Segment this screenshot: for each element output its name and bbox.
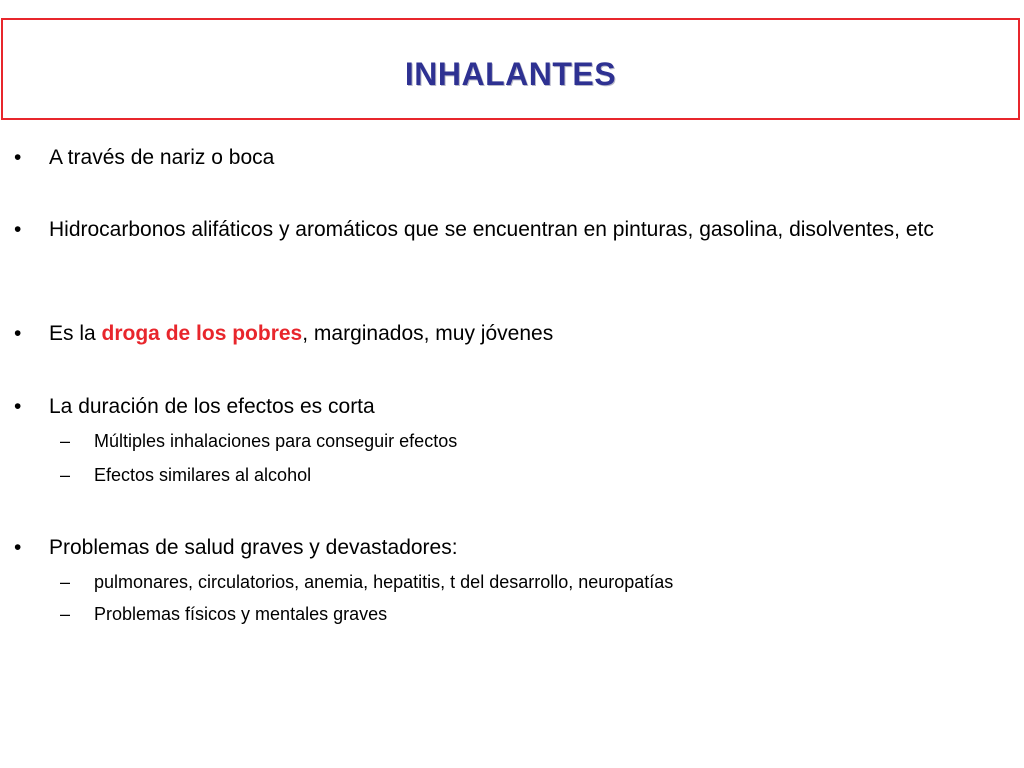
bullet-text: Problemas de salud graves y devastadores: (49, 536, 458, 559)
bullet-text: A través de nariz o boca (49, 146, 275, 169)
sub-bullet-marker: – (60, 465, 71, 485)
bullet-marker: • (14, 536, 22, 559)
bullet-text: La duración de los efectos es corta (49, 395, 375, 418)
bullet-marker: • (14, 322, 22, 345)
bullet-marker: • (14, 146, 22, 169)
slide-title: INHALANTES (404, 55, 617, 92)
sub-bullet-text: Problemas físicos y mentales graves (94, 604, 388, 624)
bullet-text (49, 318, 553, 350)
emphasis-text: droga de los pobres (101, 322, 303, 345)
bullet-marker: • (14, 395, 22, 418)
bullet-text-suffix: , marginados, muy jóvenes (302, 322, 554, 345)
bullet-text-prefix: Es la (49, 322, 102, 345)
sub-bullet-marker: – (60, 604, 71, 624)
sub-bullet-text: Múltiples inhalaciones para conseguir efectos (94, 431, 458, 451)
sub-bullet-text: pulmonares, circulatorios, anemia, hepatitis, t del desarrollo, neuropatías (94, 572, 674, 592)
sub-bullet-marker: – (60, 431, 71, 451)
bullet-marker: • (14, 218, 22, 241)
sub-bullet-text: Efectos similares al alcohol (94, 465, 312, 485)
bullet-text: Hidrocarbonos alifáticos y aromáticos que se encuentran en pinturas, gasolina, disolventes, etc (49, 218, 934, 241)
sub-bullet-marker: – (60, 572, 71, 592)
